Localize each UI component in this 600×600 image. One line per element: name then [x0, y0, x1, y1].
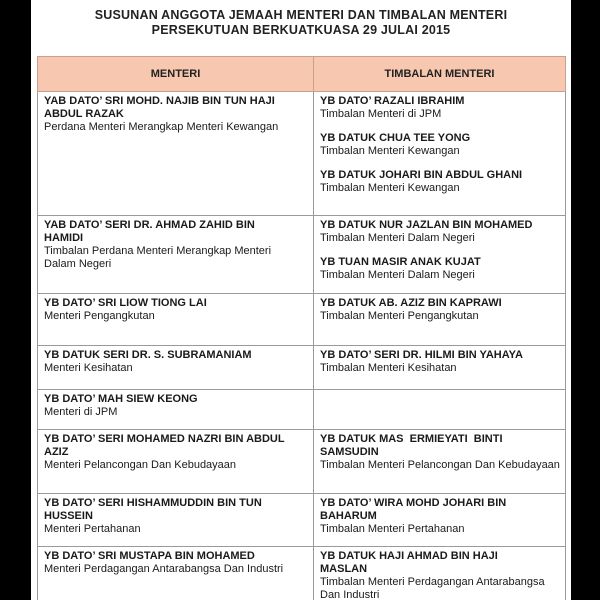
deputy-role: Timbalan Menteri di JPM — [320, 108, 442, 120]
minister-role: Menteri Perdagangan Antarabangsa Dan Industri — [44, 563, 284, 575]
timbalan-cell — [314, 216, 566, 294]
table-row — [38, 216, 566, 294]
menteri-cell — [38, 216, 314, 294]
deputy-name: YB DATUK MAS ERMIEYATI BINTI SAMSUDIN — [320, 433, 506, 458]
minister-name: YB DATO’ SRI LIOW TIONG LAI — [44, 297, 207, 309]
menteri-cell — [38, 494, 314, 547]
minister-role: Perdana Menteri Merangkap Menteri Kewangan — [44, 121, 279, 133]
deputy-role: Timbalan Menteri Dalam Negeri — [320, 269, 475, 281]
minister-name: YB DATO’ SRI MUSTAPA BIN MOHAMED — [44, 550, 255, 562]
deputy-role: Timbalan Menteri Kesihatan — [320, 362, 457, 374]
deputy-name: YB TUAN MASIR ANAK KUJAT — [320, 256, 481, 268]
deputy-role: Timbalan Menteri Kewangan — [320, 145, 460, 157]
minister-role: Menteri Pelancongan Dan Kebudayaan — [44, 459, 237, 471]
deputy-name: YB DATO’ WIRA MOHD JOHARI BIN BAHARUM — [320, 497, 507, 522]
deputy-name: YB DATUK AB. AZIZ BIN KAPRAWI — [320, 297, 502, 309]
minister-role: Menteri Kesihatan — [44, 362, 133, 374]
menteri-cell — [38, 294, 314, 346]
table-row — [38, 494, 566, 547]
table-header-row — [38, 57, 566, 92]
deputy-name: YB DATUK CHUA TEE YONG — [320, 132, 471, 144]
timbalan-cell — [314, 294, 566, 346]
deputy-entry — [320, 95, 561, 121]
deputy-entry — [320, 433, 561, 472]
minister-role: Menteri Pertahanan — [44, 523, 141, 535]
cabinet-table — [37, 56, 566, 600]
menteri-cell — [38, 390, 314, 430]
minister-name: YAB DATO’ SERI DR. AHMAD ZAHID BIN HAMIDI — [44, 219, 255, 244]
deputy-name: YB DATUK HAJI AHMAD BIN HAJI MASLAN — [320, 550, 498, 575]
deputy-entry — [320, 550, 561, 600]
table-row — [38, 430, 566, 494]
deputy-entry — [320, 349, 561, 375]
deputy-name: YB DATUK JOHARI BIN ABDUL GHANI — [320, 169, 523, 181]
deputy-entry — [320, 297, 561, 323]
deputy-entry — [320, 256, 561, 282]
timbalan-cell — [314, 547, 566, 600]
table-row — [38, 92, 566, 216]
deputy-role: Timbalan Menteri Pertahanan — [320, 523, 465, 535]
timbalan-cell-empty — [314, 390, 566, 430]
header-timbalan-menteri: TIMBALAN MENTERI — [314, 57, 566, 92]
deputy-entry — [320, 219, 561, 245]
minister-role: Menteri di JPM — [44, 406, 118, 418]
deputy-name: YB DATO’ RAZALI IBRAHIM — [320, 95, 465, 107]
menteri-cell — [38, 547, 314, 600]
table-row — [38, 346, 566, 390]
deputy-role: Timbalan Menteri Kewangan — [320, 182, 460, 194]
table-row — [38, 390, 566, 430]
timbalan-cell — [314, 494, 566, 547]
deputy-entry — [320, 497, 561, 536]
minister-name: YB DATUK SERI DR. S. SUBRAMANIAM — [44, 349, 252, 361]
deputy-name: YB DATO’ SERI DR. HILMI BIN YAHAYA — [320, 349, 523, 361]
minister-name: YAB DATO’ SRI MOHD. NAJIB BIN TUN HAJI ABDUL RAZAK — [44, 95, 275, 120]
deputy-name: YB DATUK NUR JAZLAN BIN MOHAMED — [320, 219, 533, 231]
minister-name: YB DATO’ MAH SIEW KEONG — [44, 393, 198, 405]
document-title — [31, 8, 571, 38]
title-line-1: SUSUNAN ANGGOTA JEMAAH MENTERI DAN TIMBALAN MENTERI — [94, 8, 508, 22]
table-row — [38, 294, 566, 346]
minister-role: Menteri Pengangkutan — [44, 310, 155, 322]
timbalan-cell — [314, 92, 566, 216]
deputy-role: Timbalan Menteri Perdagangan Antarabangsa Dan Industri — [320, 576, 545, 600]
header-menteri: MENTERI — [38, 57, 314, 92]
menteri-cell — [38, 346, 314, 390]
deputy-role: Timbalan Menteri Dalam Negeri — [320, 232, 475, 244]
document-page — [31, 0, 571, 600]
table-row — [38, 547, 566, 600]
minister-name: YB DATO’ SERI HISHAMMUDDIN BIN TUN HUSSEIN — [44, 497, 262, 522]
deputy-entry — [320, 132, 561, 158]
timbalan-cell — [314, 346, 566, 390]
minister-name: YB DATO’ SERI MOHAMED NAZRI BIN ABDUL AZIZ — [44, 433, 285, 458]
menteri-cell — [38, 92, 314, 216]
deputy-role: Timbalan Menteri Pengangkutan — [320, 310, 479, 322]
deputy-entry — [320, 169, 561, 195]
deputy-role: Timbalan Menteri Pelancongan Dan Kebudayaan — [320, 459, 560, 471]
timbalan-cell — [314, 430, 566, 494]
menteri-cell — [38, 430, 314, 494]
minister-role: Timbalan Perdana Menteri Merangkap Menteri Dalam Negeri — [44, 245, 272, 270]
title-line-2: PERSEKUTUAN BERKUATKUASA 29 JULAI 2015 — [151, 23, 451, 37]
